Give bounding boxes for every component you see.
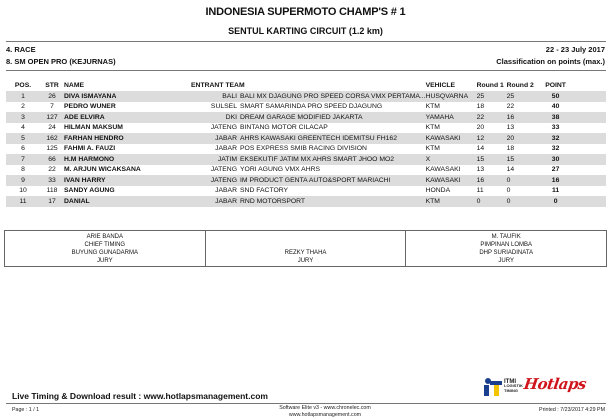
- cell-round2: 22: [506, 103, 515, 111]
- cell-point: 32: [540, 133, 572, 144]
- cell-point: 32: [551, 145, 560, 153]
- cell-round1: 18: [476, 103, 485, 111]
- divider: [6, 41, 606, 42]
- cell-region: JABAR: [215, 187, 237, 195]
- cell-pos: 6: [21, 145, 25, 153]
- signature-line: REZKY THAHA: [284, 250, 327, 256]
- cell-region: DKI: [189, 112, 240, 123]
- signature-line: JURY: [97, 258, 113, 264]
- divider: [6, 70, 606, 71]
- col-point: POINT: [545, 82, 566, 89]
- cell-round2: 0: [507, 196, 540, 207]
- col-vehicle: VEHICLE: [425, 82, 456, 89]
- cell-region: BALI: [189, 91, 240, 102]
- cell-point: 38: [540, 112, 572, 123]
- cell-point: 30: [540, 154, 572, 165]
- col-round1: Round 1: [476, 82, 504, 89]
- cell-vehicle: KTM: [425, 124, 440, 132]
- cell-str: 66: [40, 154, 64, 165]
- signature-line: DHP SURIADINATA: [479, 250, 534, 256]
- itmi-logo-text: ITMI LOGISTIK TIMING: [504, 379, 523, 393]
- cell-vehicle: KTM: [426, 196, 477, 207]
- cell-spacer: [572, 112, 606, 123]
- cell-vehicle: KTM: [425, 103, 440, 111]
- itmi-logo-mark: [483, 377, 503, 397]
- col-round2: Round 2: [506, 82, 534, 89]
- cell-round1: 13: [476, 166, 485, 174]
- cell-name: PEDRO WUNER: [64, 103, 116, 111]
- table-row: [6, 133, 606, 144]
- cell-spacer: [572, 144, 606, 155]
- table-row: [6, 196, 606, 207]
- cell-point: 50: [540, 91, 572, 102]
- cell-str: 22: [48, 166, 56, 174]
- cell-point: 11: [551, 187, 560, 195]
- cell-name: DIVA ISMAYANA: [64, 91, 189, 102]
- cell-team: RND MOTORSPORT: [240, 196, 426, 207]
- cell-spacer: [572, 102, 606, 113]
- cell-round2: 13: [506, 124, 515, 132]
- cell-name: M. ARJUN WICAKSANA: [64, 166, 141, 174]
- signature-line: M. TAUFIK: [491, 234, 521, 240]
- table-row: [6, 123, 606, 134]
- cell-round2: 20: [507, 133, 540, 144]
- cell-round2: 0: [507, 175, 540, 186]
- signature-column-left: [5, 231, 205, 266]
- table-row: [6, 165, 606, 176]
- cell-pos: 3: [6, 112, 40, 123]
- cell-point: 0: [540, 196, 572, 207]
- software-name: Software Elite v3 - www.chronelec.com: [279, 405, 371, 411]
- cell-round2: 14: [506, 166, 515, 174]
- cell-pos: 1: [6, 91, 40, 102]
- cell-spacer: [572, 165, 606, 176]
- cell-region: JATIM: [189, 154, 240, 165]
- cell-round1: 0: [477, 196, 507, 207]
- cell-round2: 0: [506, 187, 511, 195]
- signature-column-center: [205, 231, 406, 266]
- cell-pos: 11: [6, 196, 40, 207]
- cell-str: 118: [46, 187, 58, 195]
- circuit-name: SENTUL KARTING CIRCUIT (1.2 km): [228, 26, 383, 36]
- cell-spacer: [572, 186, 606, 197]
- cell-vehicle: HUSQVARNA: [426, 91, 477, 102]
- cell-name: IVAN HARRY: [64, 175, 189, 186]
- cell-name: DANIAL: [64, 196, 189, 207]
- cell-region: JATENG: [210, 124, 237, 132]
- cell-region: JATENG: [189, 175, 240, 186]
- classification-label: Classification on points (max.): [496, 57, 605, 66]
- cell-pos: 5: [6, 133, 40, 144]
- cell-str: 125: [46, 145, 58, 153]
- cell-team: EKSEKUTIF JATIM MX AHRS SMART JHOO MO2: [240, 154, 426, 165]
- cell-point: 16: [540, 175, 572, 186]
- cell-name: SANDY AGUNG: [64, 187, 115, 195]
- cell-team: BINTANG MOTOR CILACAP: [240, 124, 328, 132]
- page-number: Page : 1 / 1: [12, 407, 40, 413]
- cell-region: JABAR: [189, 196, 240, 207]
- report-title: INDONESIA SUPERMOTO CHAMP'S # 1: [205, 6, 406, 18]
- col-str: STR: [45, 82, 59, 89]
- table-row: [6, 175, 606, 186]
- cell-name: FARHAN HENDRO: [64, 133, 189, 144]
- cell-str: 127: [40, 112, 64, 123]
- website-link[interactable]: www.hotlapsmanagement.com: [288, 411, 362, 418]
- cell-name: HILMAN MAKSUM: [64, 124, 123, 132]
- cell-team: SMART SAMARINDA PRO SPEED DJAGUNG: [240, 103, 383, 111]
- cell-round1: 11: [476, 187, 484, 195]
- cell-round2: 15: [507, 154, 540, 165]
- hotlaps-logo: Hotlaps: [522, 375, 588, 393]
- signature-line: CHIEF TIMING: [84, 242, 126, 248]
- cell-round2: 25: [507, 91, 540, 102]
- table-row: [6, 91, 606, 102]
- table-row: [6, 186, 606, 197]
- cell-vehicle: X: [426, 154, 477, 165]
- race-label: 4. RACE: [6, 45, 36, 54]
- results-table: [6, 80, 606, 207]
- cell-vehicle: KAWASAKI: [426, 133, 477, 144]
- cell-spacer: [572, 91, 606, 102]
- cell-round1: 12: [477, 133, 507, 144]
- cell-round1: 14: [476, 145, 485, 153]
- col-pos: POS.: [14, 82, 32, 89]
- footer-divider: [6, 403, 606, 404]
- event-date: 22 - 23 July 2017: [545, 45, 605, 54]
- cell-name: ADE ELVIRA: [64, 112, 189, 123]
- cell-pos: 7: [6, 154, 40, 165]
- table-row: [6, 154, 606, 165]
- table-row: [6, 144, 606, 155]
- signature-line: JURY: [297, 258, 314, 264]
- cell-team: AHRS KAWASAKI GREENTECH IDEMITSU FH162: [240, 133, 426, 144]
- cell-pos: 8: [21, 166, 25, 174]
- cell-round2: 16: [507, 112, 540, 123]
- printed-timestamp: Printed : 7/23/2017 4:29 PM: [539, 407, 605, 413]
- signature-line: BUYUNG GUNADARMA: [71, 250, 138, 256]
- table-header-row: [6, 80, 606, 91]
- signature-line: ARIE BANDA: [86, 234, 123, 240]
- cell-round1: 15: [477, 154, 507, 165]
- cell-spacer: [572, 123, 606, 134]
- cell-point: 27: [551, 166, 560, 174]
- cell-str: 17: [40, 196, 64, 207]
- cell-team: DREAM GARAGE MODIFIED JAKARTA: [240, 112, 426, 123]
- col-team: ENTRANT TEAM: [191, 82, 245, 89]
- cell-str: 7: [50, 103, 54, 111]
- class-label: 8. SM OPEN PRO (KEJURNAS): [6, 57, 116, 66]
- cell-pos: 10: [19, 187, 27, 195]
- cell-pos: 4: [21, 124, 25, 132]
- table-row: [6, 112, 606, 123]
- cell-str: 26: [40, 91, 64, 102]
- signature-column-right: [405, 231, 606, 266]
- cell-pos: 9: [6, 175, 40, 186]
- col-name: NAME: [64, 82, 85, 89]
- cell-region: JABAR: [189, 133, 240, 144]
- cell-vehicle: HONDA: [425, 187, 451, 195]
- cell-point: 40: [551, 103, 560, 111]
- cell-region: JABAR: [215, 145, 237, 153]
- cell-round2: 18: [506, 145, 515, 153]
- signature-line: PIMPINAN LOMBA: [480, 242, 533, 248]
- cell-str: 33: [40, 175, 64, 186]
- cell-spacer: [572, 133, 606, 144]
- cell-vehicle: KTM: [425, 145, 440, 153]
- signature-box: [4, 230, 607, 267]
- cell-str: 24: [48, 124, 56, 132]
- cell-pos: 2: [21, 103, 25, 111]
- cell-round1: 25: [477, 91, 507, 102]
- cell-vehicle: YAMAHA: [426, 112, 477, 123]
- cell-point: 33: [551, 124, 560, 132]
- table-row: [6, 102, 606, 113]
- cell-round1: 22: [477, 112, 507, 123]
- cell-str: 162: [40, 133, 64, 144]
- cell-team: SND FACTORY: [240, 187, 289, 195]
- cell-name: FAHMI A. FAUZI: [64, 145, 116, 153]
- cell-spacer: [572, 175, 606, 186]
- software-credit: [250, 405, 400, 418]
- cell-region: SULSEL: [210, 103, 237, 111]
- live-timing-link[interactable]: Live Timing & Download result : www.hotlapsmanagement.com: [12, 391, 268, 401]
- itmi-logo: [483, 377, 503, 397]
- cell-spacer: [572, 196, 606, 207]
- cell-team: YORI AGUNG VMX AHRS: [240, 166, 321, 174]
- cell-region: JATENG: [210, 166, 237, 174]
- cell-team: BALI MX DJAGUNG PRO SPEED CORSA VMX PERTAMA...: [240, 92, 426, 100]
- cell-team: POS EXPRESS SMIB RACING DIVISION: [240, 145, 367, 153]
- cell-round1: 20: [476, 124, 485, 132]
- cell-round1: 16: [477, 175, 507, 186]
- cell-team: IM PRODUCT GENTA AUTO&SPORT MARIACHI: [240, 175, 426, 186]
- cell-vehicle: KAWASAKI: [425, 166, 461, 174]
- cell-name: H.M HARMONO: [64, 154, 189, 165]
- signature-line: JURY: [498, 258, 514, 264]
- cell-spacer: [572, 154, 606, 165]
- cell-vehicle: KAWASAKI: [426, 175, 477, 186]
